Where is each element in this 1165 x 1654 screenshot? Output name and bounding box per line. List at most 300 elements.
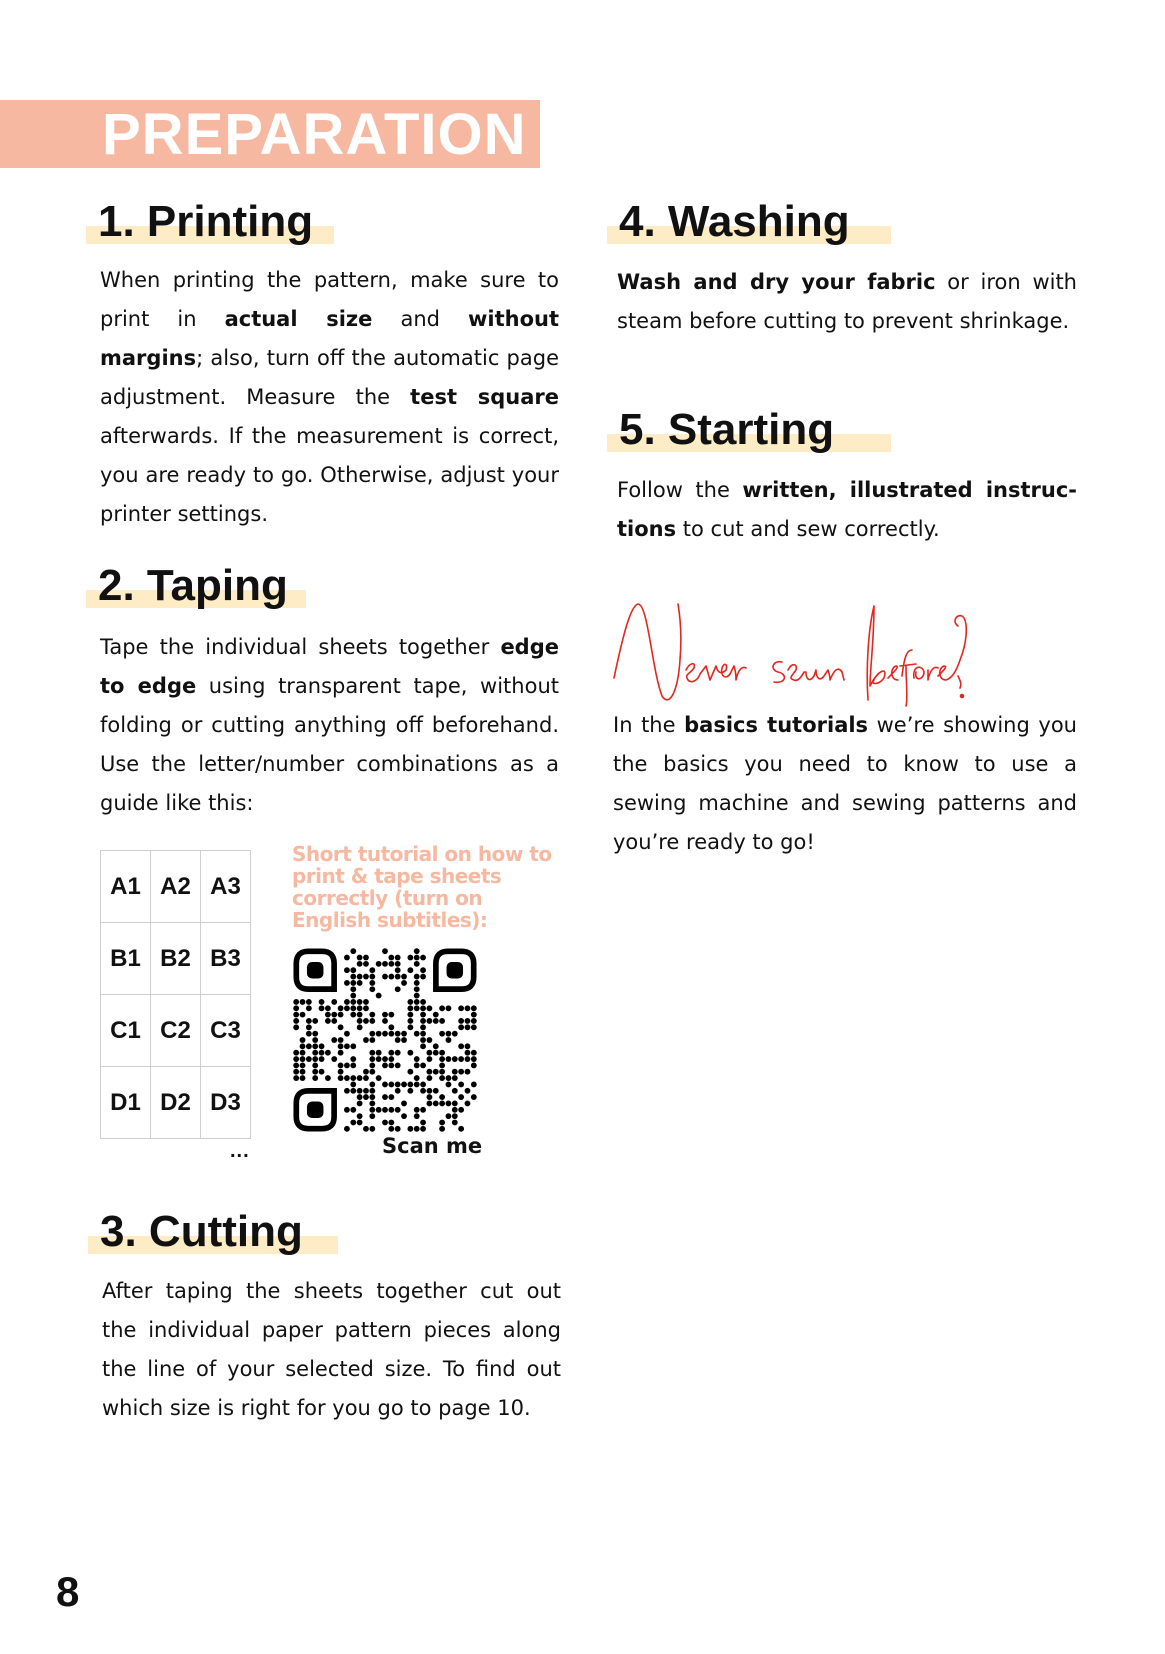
grid-cell: D1: [101, 1067, 151, 1139]
qr-module: [369, 1126, 375, 1132]
qr-module: [395, 1126, 401, 1132]
qr-module: [433, 1088, 439, 1094]
qr-module: [363, 1094, 369, 1100]
qr-module: [388, 1081, 394, 1087]
qr-module: [293, 1056, 299, 1062]
qr-module: [395, 986, 401, 992]
qr-module: [439, 1126, 445, 1132]
qr-module: [446, 1101, 452, 1107]
qr-module: [471, 1081, 477, 1087]
qr-module: [357, 1113, 363, 1119]
qr-finder-pattern: [436, 951, 474, 989]
qr-module: [369, 1069, 375, 1075]
qr-module: [458, 1005, 464, 1011]
section-title: 4. Washing: [619, 197, 850, 246]
qr-module: [344, 980, 350, 986]
qr-module: [465, 1018, 471, 1024]
qr-module: [312, 1037, 318, 1043]
qr-module: [420, 1031, 426, 1037]
qr-module: [357, 999, 363, 1005]
qr-module: [369, 1018, 375, 1024]
qr-module: [363, 961, 369, 967]
qr-module: [414, 999, 420, 1005]
qr-module: [357, 1094, 363, 1100]
qr-module: [439, 1018, 445, 1024]
qr-module: [319, 999, 325, 1005]
qr-module: [344, 1075, 350, 1081]
bold-phrase: without margins: [100, 307, 560, 370]
qr-module: [388, 1012, 394, 1018]
qr-module: [388, 974, 394, 980]
grid-row: [101, 1067, 251, 1139]
qr-module: [452, 1056, 458, 1062]
qr-module: [312, 1069, 318, 1075]
qr-module: [446, 1081, 452, 1087]
qr-module: [369, 1031, 375, 1037]
qr-module: [414, 974, 420, 980]
qr-module: [395, 1081, 401, 1087]
qr-module: [350, 999, 356, 1005]
qr-module: [439, 1031, 445, 1037]
qr-module: [376, 1075, 382, 1081]
qr-module: [369, 1062, 375, 1068]
qr-module: [344, 1043, 350, 1049]
qr-module: [350, 1056, 356, 1062]
text-run: and: [372, 307, 468, 331]
qr-module: [344, 1126, 350, 1132]
never-sewn-body: [613, 706, 1077, 862]
qr-module: [471, 1012, 477, 1018]
qr-module: [395, 1037, 401, 1043]
qr-module: [357, 1075, 363, 1081]
page-title: PREPARATION: [102, 102, 527, 167]
qr-module: [426, 1050, 432, 1056]
text-run: After taping the sheets together cut out the individual paper pattern pieces along the line of your selected size. To find out which size is right for you go to page 10.: [102, 1279, 561, 1420]
qr-module: [426, 1005, 432, 1011]
qr-module: [319, 1043, 325, 1049]
qr-module: [325, 1050, 331, 1056]
qr-module: [306, 999, 312, 1005]
qr-module: [363, 1005, 369, 1011]
qr-module: [439, 1050, 445, 1056]
qr-module: [369, 1107, 375, 1113]
qr-module: [420, 1081, 426, 1087]
qr-module: [407, 1024, 413, 1030]
qr-finder-pattern: [296, 951, 334, 989]
qr-code[interactable]: [293, 948, 477, 1132]
qr-module: [344, 1088, 350, 1094]
qr-module: [395, 1031, 401, 1037]
qr-module: [306, 1043, 312, 1049]
qr-module: [471, 1050, 477, 1056]
qr-module: [433, 1043, 439, 1049]
section-title: 3. Cutting: [100, 1207, 303, 1256]
qr-module: [420, 1018, 426, 1024]
qr-module: [293, 1062, 299, 1068]
qr-module: [293, 1018, 299, 1024]
qr-module: [388, 1024, 394, 1030]
qr-module: [458, 1069, 464, 1075]
qr-module: [395, 974, 401, 980]
qr-module: [357, 980, 363, 986]
qr-module: [331, 1037, 337, 1043]
qr-module: [465, 1056, 471, 1062]
qr-module: [433, 1069, 439, 1075]
qr-module: [293, 1075, 299, 1081]
qr-module: [331, 999, 337, 1005]
qr-module: [344, 1005, 350, 1011]
text-run: using transparent tape, without folding or cutting anything off beforehand. Use the letter/number combinations as a guide like this:: [100, 674, 559, 815]
qr-module: [357, 955, 363, 961]
qr-module: [300, 1043, 306, 1049]
section-printing-heading: [86, 196, 336, 250]
text-run: ; also, turn off the automatic page adjustment. Measure the: [100, 346, 559, 409]
qr-module: [433, 1101, 439, 1107]
qr-module: [420, 1120, 426, 1126]
qr-module: [338, 1050, 344, 1056]
qr-module: [414, 1107, 420, 1113]
qr-module: [395, 1062, 401, 1068]
qr-module: [420, 999, 426, 1005]
qr-module: [344, 1062, 350, 1068]
qr-module: [376, 1056, 382, 1062]
section-washing-body: [617, 263, 1077, 341]
qr-module: [344, 999, 350, 1005]
qr-module: [414, 1075, 420, 1081]
qr-module: [312, 1062, 318, 1068]
tutorial-note: Short tutorial on how to print & tape sheets correctly (turn on English subtitles):: [292, 842, 552, 932]
qr-module: [306, 1005, 312, 1011]
qr-module: [401, 1101, 407, 1107]
grid-row: [101, 851, 251, 923]
qr-module: [306, 1031, 312, 1037]
qr-module: [388, 1050, 394, 1056]
qr-module: [350, 1107, 356, 1113]
qr-module: [376, 993, 382, 999]
qr-module: [363, 1018, 369, 1024]
qr-module: [300, 1056, 306, 1062]
qr-module: [420, 1062, 426, 1068]
text-run: Tape the individual sheets together: [100, 635, 501, 659]
qr-module: [382, 1018, 388, 1024]
qr-module: [395, 1050, 401, 1056]
qr-module: [433, 1018, 439, 1024]
section-starting-heading: [607, 404, 891, 458]
qr-module: [369, 980, 375, 986]
qr-module: [388, 1107, 394, 1113]
qr-module: [414, 1056, 420, 1062]
qr-module: [420, 1037, 426, 1043]
qr-module: [420, 1107, 426, 1113]
qr-module: [465, 1069, 471, 1075]
qr-scan-label: Scan me: [382, 1134, 483, 1158]
qr-module: [420, 1024, 426, 1030]
qr-module: [350, 980, 356, 986]
grid-cell: D2: [151, 1067, 201, 1139]
qr-module: [369, 1037, 375, 1043]
qr-module: [426, 1094, 432, 1100]
qr-module: [446, 1031, 452, 1037]
qr-module: [471, 1005, 477, 1011]
qr-module: [344, 1107, 350, 1113]
qr-module: [319, 1005, 325, 1011]
section-starting-body: [617, 471, 1077, 549]
qr-module: [446, 1075, 452, 1081]
qr-module: [350, 1075, 356, 1081]
qr-module: [426, 1075, 432, 1081]
qr-module: [401, 1081, 407, 1087]
sheet-grid: [100, 850, 251, 1139]
bold-phrase: edge to edge: [100, 635, 559, 698]
qr-module: [382, 948, 388, 954]
bold-phrase: Wash and dry your fabric: [617, 270, 936, 294]
qr-module: [446, 1037, 452, 1043]
qr-module: [414, 986, 420, 992]
qr-module: [376, 1050, 382, 1056]
qr-module: [426, 1088, 432, 1094]
qr-module: [300, 1037, 306, 1043]
qr-module: [331, 1012, 337, 1018]
qr-module: [350, 948, 356, 954]
qr-module: [350, 1012, 356, 1018]
qr-module: [439, 1062, 445, 1068]
text-run: to cut and sew correctly.: [676, 517, 940, 541]
qr-module: [407, 967, 413, 973]
text-run: afterwards. If the measurement is correct, you are ready to go. Otherwise, adjust your printer settings.: [100, 424, 559, 526]
qr-module: [439, 1094, 445, 1100]
qr-module: [350, 1005, 356, 1011]
qr-module: [452, 1031, 458, 1037]
bold-phrase: test square: [410, 385, 559, 409]
qr-module: [439, 1056, 445, 1062]
qr-module: [382, 961, 388, 967]
qr-module: [312, 1075, 318, 1081]
qr-module: [312, 1031, 318, 1037]
qr-module: [414, 1126, 420, 1132]
qr-module: [414, 948, 420, 954]
qr-module: [369, 967, 375, 973]
qr-module: [319, 1056, 325, 1062]
qr-module: [363, 1069, 369, 1075]
qr-module: [420, 1012, 426, 1018]
grid-cell: A1: [101, 851, 151, 923]
qr-module: [388, 1062, 394, 1068]
qr-module: [357, 1012, 363, 1018]
grid-cell: C3: [201, 995, 251, 1067]
qr-module: [325, 1005, 331, 1011]
qr-module: [312, 1056, 318, 1062]
qr-module: [331, 1056, 337, 1062]
qr-module: [414, 980, 420, 986]
qr-module: [325, 1075, 331, 1081]
qr-module: [452, 1101, 458, 1107]
qr-module: [300, 1069, 306, 1075]
qr-module: [420, 1043, 426, 1049]
qr-module: [407, 1088, 413, 1094]
qr-module: [401, 1113, 407, 1119]
qr-module: [426, 1056, 432, 1062]
qr-module: [363, 1075, 369, 1081]
qr-module: [369, 1012, 375, 1018]
qr-module: [465, 1024, 471, 1030]
qr-module: [350, 1088, 356, 1094]
qr-module: [338, 1024, 344, 1030]
qr-module: [300, 1050, 306, 1056]
qr-module: [357, 1005, 363, 1011]
qr-module: [465, 1088, 471, 1094]
qr-module: [350, 1081, 356, 1087]
qr-module: [471, 1024, 477, 1030]
qr-module: [420, 1088, 426, 1094]
qr-module: [319, 1069, 325, 1075]
qr-module: [350, 1043, 356, 1049]
qr-module: [350, 1062, 356, 1068]
grid-cell: A2: [151, 851, 201, 923]
qr-module: [306, 1024, 312, 1030]
section-cutting-body: [102, 1272, 561, 1428]
grid-cell: C1: [101, 995, 151, 1067]
qr-module: [414, 1081, 420, 1087]
qr-module: [414, 961, 420, 967]
qr-module: [452, 1107, 458, 1113]
grid-row: [101, 995, 251, 1067]
qr-module: [306, 1056, 312, 1062]
text-run: When printing the pattern, make sure to print in: [100, 268, 559, 331]
qr-module: [458, 1081, 464, 1087]
qr-module: [382, 1012, 388, 1018]
qr-module: [414, 955, 420, 961]
qr-module: [300, 999, 306, 1005]
qr-module: [452, 1069, 458, 1075]
qr-module: [414, 1005, 420, 1011]
section-printing-body: [100, 261, 559, 534]
qr-module: [331, 1018, 337, 1024]
qr-module: [388, 955, 394, 961]
qr-module: [471, 1056, 477, 1062]
qr-module: [382, 1094, 388, 1100]
bold-phrase: written, illustrated instructions: [617, 478, 1077, 541]
qr-module: [452, 1113, 458, 1119]
qr-module: [407, 1012, 413, 1018]
qr-module: [300, 1062, 306, 1068]
qr-module: [350, 974, 356, 980]
qr-module: [388, 1056, 394, 1062]
qr-module: [357, 1120, 363, 1126]
qr-module: [369, 1081, 375, 1087]
qr-module: [350, 986, 356, 992]
qr-module: [458, 1126, 464, 1132]
qr-module: [433, 1050, 439, 1056]
qr-module: [439, 1005, 445, 1011]
qr-module: [382, 1107, 388, 1113]
never-sewn-script-heading: [612, 600, 992, 710]
qr-module: [312, 1043, 318, 1049]
text-run: we’re showing you the basics you need to know to use a sewing machine and sewing patterns and you’re ready to go!: [613, 713, 1077, 854]
qr-module: [407, 999, 413, 1005]
qr-module: [312, 1050, 318, 1056]
grid-continuation: ...: [230, 1140, 250, 1162]
qr-module: [357, 1018, 363, 1024]
qr-module: [426, 1069, 432, 1075]
qr-module: [414, 1062, 420, 1068]
qr-module: [293, 1050, 299, 1056]
qr-module: [458, 1107, 464, 1113]
qr-module: [338, 1069, 344, 1075]
qr-module: [401, 1031, 407, 1037]
qr-module: [452, 1120, 458, 1126]
qr-module: [350, 993, 356, 999]
qr-module: [363, 974, 369, 980]
qr-module: [471, 1094, 477, 1100]
qr-module: [388, 1094, 394, 1100]
qr-module: [363, 999, 369, 1005]
qr-module: [338, 1062, 344, 1068]
qr-module: [369, 1094, 375, 1100]
qr-module: [369, 1050, 375, 1056]
text-run: In the: [613, 713, 685, 737]
qr-module: [357, 961, 363, 967]
qr-module: [407, 1018, 413, 1024]
qr-module: [382, 1062, 388, 1068]
qr-module: [407, 1081, 413, 1087]
grid-cell: B3: [201, 923, 251, 995]
qr-module: [446, 1005, 452, 1011]
qr-module: [407, 955, 413, 961]
qr-module: [426, 1037, 432, 1043]
qr-module: [369, 1101, 375, 1107]
qr-module: [382, 1031, 388, 1037]
qr-module: [420, 967, 426, 973]
qr-module: [357, 1101, 363, 1107]
qr-module: [363, 1088, 369, 1094]
qr-module: [452, 1075, 458, 1081]
qr-module: [395, 967, 401, 973]
qr-module: [293, 1069, 299, 1075]
qr-module: [433, 1012, 439, 1018]
qr-module: [420, 1126, 426, 1132]
grid-cell: B2: [151, 923, 201, 995]
qr-module: [369, 1088, 375, 1094]
qr-module: [407, 1005, 413, 1011]
qr-module: [439, 1101, 445, 1107]
qr-module: [350, 1120, 356, 1126]
qr-module: [458, 1018, 464, 1024]
qr-module: [382, 1081, 388, 1087]
qr-module: [388, 1031, 394, 1037]
qr-module: [452, 1088, 458, 1094]
qr-module: [350, 967, 356, 973]
qr-module: [465, 1101, 471, 1107]
qr-module: [458, 1094, 464, 1100]
qr-module: [446, 1056, 452, 1062]
bold-phrase: actual size: [224, 307, 373, 331]
qr-module: [420, 1005, 426, 1011]
qr-module: [357, 1088, 363, 1094]
qr-module: [458, 1024, 464, 1030]
qr-module: [426, 1101, 432, 1107]
qr-module: [414, 993, 420, 999]
section-title: 5. Starting: [619, 405, 835, 454]
grid-cell: B1: [101, 923, 151, 995]
qr-module: [376, 1107, 382, 1113]
qr-module: [338, 1037, 344, 1043]
qr-module: [388, 1120, 394, 1126]
qr-module: [395, 955, 401, 961]
qr-module: [300, 1012, 306, 1018]
qr-module: [420, 974, 426, 980]
grid-cell: D3: [201, 1067, 251, 1139]
qr-module: [458, 1056, 464, 1062]
